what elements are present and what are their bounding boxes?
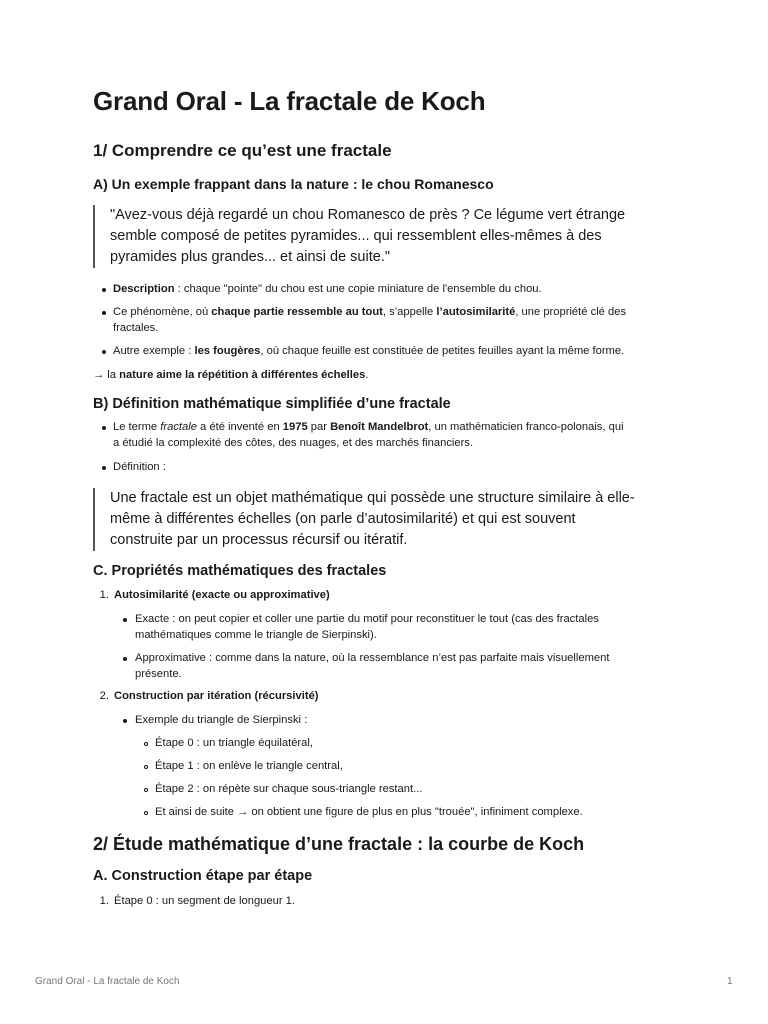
text: , une propriété clé des xyxy=(515,306,627,318)
page-title: Grand Oral - La fractale de Koch xyxy=(93,86,486,116)
bullet-dot xyxy=(123,657,127,661)
bullet-dot xyxy=(102,288,106,292)
bold-text: Autosimilarité (exacte ou approximative) xyxy=(114,589,330,601)
bold-text: Construction par itération (récursivité) xyxy=(114,690,319,702)
section-1c-heading: C. Propriétés mathématiques des fractales xyxy=(93,563,387,579)
text: Ce phénomène, où xyxy=(113,306,212,318)
text: , où chaque feuille est constituée de petites feuilles ayant la même forme. xyxy=(260,345,625,357)
list-item-ferns xyxy=(113,343,624,359)
list-item-step: Étape 2 : on répète sur chaque sous-triangle restant... xyxy=(155,783,423,795)
section-1-heading: 1/ Comprendre ce qu’est une fractale xyxy=(93,141,392,160)
section-2a-heading: A. Construction étape par étape xyxy=(93,868,313,884)
list-item-line: a étudié la complexité des côtes, des nuages, et des marchés financiers. xyxy=(113,437,474,449)
text: Le terme xyxy=(113,421,161,433)
list-item-definition: Définition : xyxy=(113,461,166,473)
quote-line: Une fractale est un objet mathématique qui possède une structure similaire à elle- xyxy=(110,490,635,506)
quote-line: semble composé de petites pyramides... qui ressemblent elles-mêmes à des xyxy=(110,228,602,244)
bold-text: Benoît Mandelbrot xyxy=(330,421,429,433)
bullet-dot xyxy=(102,311,106,315)
text: par xyxy=(307,421,331,433)
list-item-line: Approximative : comme dans la nature, où la ressemblance n’est pas parfaite mais visuellement xyxy=(135,652,610,664)
text: → la xyxy=(93,369,120,381)
list-item-line: Exacte : on peut copier et coller une partie du motif pour reconstituer le tout (cas des fractales xyxy=(135,613,599,625)
list-item-description xyxy=(113,281,542,297)
text: a été inventé en xyxy=(196,421,283,433)
bold-text: 1975 xyxy=(282,421,308,433)
list-number: 2. xyxy=(99,690,109,702)
bullet-dot xyxy=(123,719,127,723)
quote-line: "Avez-vous déjà regardé un chou Romanesco de près ? Ce légume vert étrange xyxy=(110,207,626,223)
list-item-autosimilarity xyxy=(114,587,330,603)
list-item-koch-step0: Étape 0 : un segment de longueur 1. xyxy=(114,895,295,907)
quote-line: pyramides plus grandes... et ainsi de suite." xyxy=(110,249,390,265)
list-number: 1. xyxy=(99,589,109,601)
list-item-sierpinski: Exemple du triangle de Sierpinski : xyxy=(135,714,308,726)
romanesco-quote xyxy=(93,205,680,268)
list-item-line xyxy=(113,419,624,435)
circle-bullet xyxy=(144,742,148,746)
footer-title: Grand Oral - La fractale de Koch xyxy=(35,976,180,987)
circle-bullet xyxy=(144,765,148,769)
bold-text: chaque partie ressemble au tout xyxy=(211,306,383,318)
list-item-exact xyxy=(135,611,599,643)
bold-text: les fougères xyxy=(194,345,261,357)
bullet-dot xyxy=(102,350,106,354)
bold-text: Description xyxy=(113,283,175,295)
list-item-text: : chaque "pointe" du chou est une copie miniature de l'ensemble du chou. xyxy=(174,283,542,295)
definition-quote xyxy=(93,488,680,551)
circle-bullet xyxy=(144,811,148,815)
list-item-step: Et ainsi de suite → on obtient une figure de plus en plus "trouée", infiniment complexe. xyxy=(155,806,583,818)
bullet-dot xyxy=(123,618,127,622)
text: , s’appelle xyxy=(382,306,437,318)
list-item-mandelbrot xyxy=(113,419,624,451)
list-item-iteration xyxy=(114,688,319,704)
quote-line: construite par un processus récursif ou itératif. xyxy=(110,532,408,548)
text: Autre exemple : xyxy=(113,345,195,357)
list-item-approximate xyxy=(135,650,609,682)
list-item-line: mathématiques comme le triangle de Sierpinski). xyxy=(135,629,377,641)
bullet-dot xyxy=(102,426,106,430)
bold-text: l’autosimilarité xyxy=(436,306,516,318)
quote-line: même à différentes échelles (on parle d’autosimilarité) et qui est souvent xyxy=(110,511,576,527)
list-item-step: Étape 0 : un triangle équilatéral, xyxy=(155,737,313,749)
section-2-heading: 2/ Étude mathématique d’une fractale : la courbe de Koch xyxy=(93,834,585,854)
footer-page-number: 1 xyxy=(727,976,733,987)
section-1a-heading: A) Un exemple frappant dans la nature : le chou Romanesco xyxy=(93,176,494,192)
section-1b-heading: B) Définition mathématique simplifiée d’une fractale xyxy=(93,396,451,412)
list-number: 1. xyxy=(99,895,109,907)
list-item-phenomenon xyxy=(113,304,626,336)
list-item-step: Étape 1 : on enlève le triangle central, xyxy=(155,760,343,772)
bullet-dot xyxy=(102,466,106,470)
bold-text: nature aime la répétition à différentes échelles xyxy=(119,369,366,381)
text: , un mathématicien franco-polonais, qui xyxy=(428,421,624,433)
list-item-line xyxy=(113,304,626,320)
italic-text: fractale xyxy=(160,421,197,433)
text: . xyxy=(365,369,369,381)
arrow-conclusion xyxy=(93,367,368,383)
list-item-line: fractales. xyxy=(113,322,159,334)
list-item-line: présente. xyxy=(135,668,182,680)
circle-bullet xyxy=(144,788,148,792)
